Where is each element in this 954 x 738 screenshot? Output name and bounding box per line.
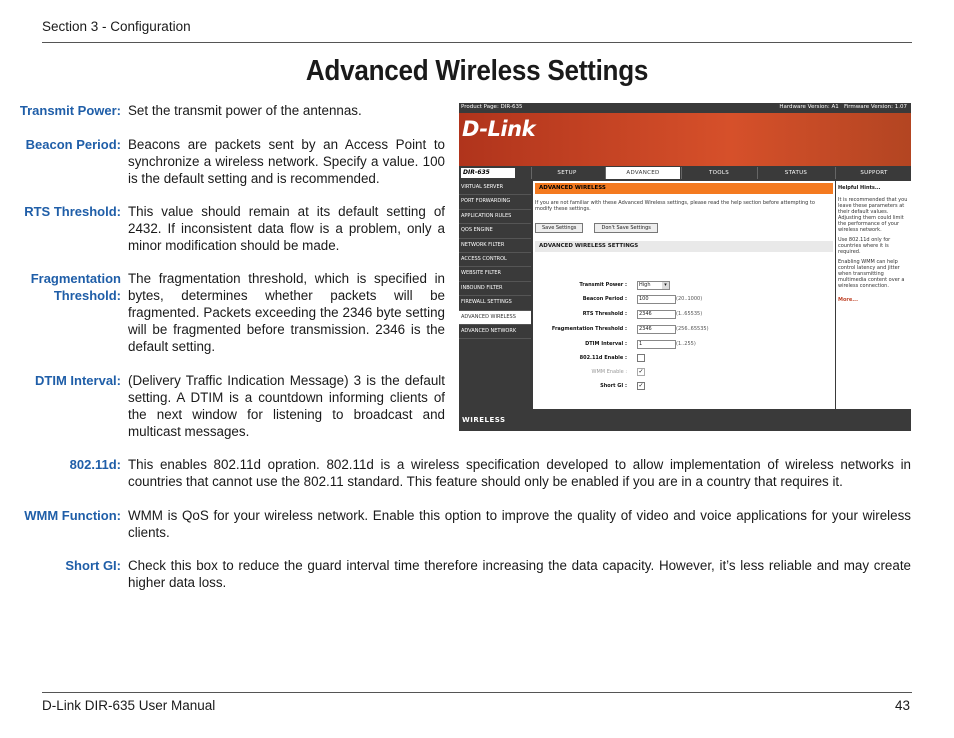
firmware-version: Firmware Version: 1.07 xyxy=(843,104,907,110)
row-transmit-power xyxy=(533,280,835,290)
row-short-gi xyxy=(533,381,835,391)
beacon-period-input[interactable]: 100 xyxy=(637,295,676,304)
desc-fragmentation-threshold: The fragmentation threshold, which is specified in bytes, determines whether packets will be fragmented. Packets exceeding the 2346 byte setting will be fragmented before transmission. 2346 is the default setting. xyxy=(128,271,445,354)
product-page-label: Product Page: DIR-635 xyxy=(461,104,523,110)
section-header: Section 3 - Configuration xyxy=(42,19,191,34)
tab-setup[interactable]: SETUP xyxy=(531,167,602,179)
menu-network-filter[interactable]: NETWORK FILTER xyxy=(459,239,531,253)
dtim-interval-input[interactable]: 1 xyxy=(637,340,676,349)
term-wmm-function: WMM Function: xyxy=(24,508,121,523)
wmm-enable-checkbox[interactable]: ✓ xyxy=(638,368,644,375)
desc-80211d: This enables 802.11d opration. 802.11d is a wireless specification developed to allow implementation of wireless networks in countries that cannot use the 802.11 standard. This feature should only be enabled if you are in a country that requires it. xyxy=(128,457,911,489)
desc-dtim-interval: (Delivery Traffic Indication Message) 3 is the default setting. A DTIM is a countdown informing clients of the next window for listening to broadcast and multicast messages. xyxy=(128,373,445,439)
label-80211d-enable: 802.11d Enable : xyxy=(579,355,627,361)
term-short-gi: Short GI: xyxy=(65,558,121,573)
desc-beacon-period: Beacons are packets sent by an Access Point to synchronize a wireless network. Specify a value. 100 is the default setting and is recommended. xyxy=(128,137,445,186)
row-rts-threshold xyxy=(533,309,835,319)
model-badge: DIR-635 xyxy=(461,168,515,178)
menu-advanced-network[interactable]: ADVANCED NETWORK xyxy=(459,325,531,339)
dlink-logo: D-Link xyxy=(462,117,536,141)
term-dtim-interval: DTIM Interval: xyxy=(35,373,121,388)
page-number: 43 xyxy=(894,698,910,713)
desc-rts-threshold: This value should remain at its default setting of 2432. If inconsistent data flow is a problem, only a minor modification should be made. xyxy=(128,204,445,253)
term-fragmentation-line1: Fragmentation xyxy=(30,271,121,286)
rts-threshold-hint: (1..65535) xyxy=(676,311,703,317)
row-frag-threshold xyxy=(533,324,835,334)
button-row xyxy=(533,214,835,233)
hint-2: Use 802.11d only for countries where it is required. xyxy=(838,237,891,255)
wireless-footer-label: WIRELESS xyxy=(459,409,911,431)
tab-support[interactable]: SUPPORT xyxy=(835,167,911,179)
intro-message: If you are not familiar with these Advanced Wireless settings, please read the help section before attempting to modify these settings. xyxy=(535,200,815,212)
menu-application-rules[interactable]: APPLICATION RULES xyxy=(459,210,531,224)
tab-status[interactable]: STATUS xyxy=(757,167,834,179)
term-fragmentation-threshold xyxy=(31,270,121,304)
router-top-bar xyxy=(459,103,911,113)
tab-tools[interactable]: TOOLS xyxy=(681,167,756,179)
label-short-gi: Short GI : xyxy=(600,383,627,389)
router-screenshot xyxy=(459,103,911,431)
row-wmm-enable xyxy=(533,367,835,377)
label-beacon-period: Beacon Period : xyxy=(582,296,627,302)
label-dtim-interval: DTIM Interval : xyxy=(585,341,627,347)
row-dtim-interval xyxy=(533,339,835,349)
hardware-version: Hardware Version: A1 xyxy=(779,104,839,110)
header-rule xyxy=(42,42,912,43)
term-transmit-power: Transmit Power: xyxy=(19,103,121,118)
manual-name: D-Link DIR-635 User Manual xyxy=(42,698,216,713)
page-title: Advanced Wireless Settings xyxy=(305,55,649,87)
label-wmm-enable: WMM Enable : xyxy=(591,369,627,375)
rts-threshold-input[interactable]: 2346 xyxy=(637,310,676,319)
menu-port-forwarding[interactable]: PORT FORWARDING xyxy=(459,195,531,209)
label-rts-threshold: RTS Threshold : xyxy=(582,311,627,317)
left-menu xyxy=(459,181,531,411)
menu-advanced-wireless[interactable]: ADVANCED WIRELESS xyxy=(459,311,531,325)
desc-wmm-function: WMM is QoS for your wireless network. Enable this option to improve the quality of video and voice applications for your wireless clients. xyxy=(128,508,911,540)
more-link[interactable]: More... xyxy=(838,297,858,303)
dtim-interval-hint: (1..255) xyxy=(676,341,696,347)
desc-transmit-power: Set the transmit power of the antennas. xyxy=(128,103,362,118)
term-fragmentation-line2: Threshold: xyxy=(53,288,121,303)
save-settings-button[interactable]: Save Settings xyxy=(535,223,583,233)
menu-virtual-server[interactable]: VIRTUAL SERVER xyxy=(459,181,531,195)
short-gi-checkbox[interactable]: ✓ xyxy=(638,382,644,389)
footer-rule xyxy=(42,692,912,693)
frag-threshold-hint: (256..65535) xyxy=(676,326,709,332)
label-frag-threshold: Fragmentation Threshold : xyxy=(551,326,627,332)
menu-qos-engine[interactable]: QOS ENGINE xyxy=(459,224,531,238)
frag-threshold-input[interactable]: 2346 xyxy=(637,325,676,334)
menu-access-control[interactable]: ACCESS CONTROL xyxy=(459,253,531,267)
version-info xyxy=(779,104,907,113)
dont-save-settings-button[interactable]: Don't Save Settings xyxy=(594,223,657,233)
chevron-down-icon: ▾ xyxy=(662,282,669,289)
beacon-period-hint: (20..1000) xyxy=(676,296,703,302)
helpful-hints-panel xyxy=(836,181,911,411)
term-beacon-period: Beacon Period: xyxy=(25,137,121,152)
term-rts-threshold: RTS Threshold: xyxy=(24,204,121,219)
section-advanced-wireless-settings: ADVANCED WIRELESS SETTINGS xyxy=(535,241,833,252)
transmit-power-value: High xyxy=(639,282,651,288)
term-80211d: 802.11d: xyxy=(69,457,121,472)
80211d-enable-checkbox[interactable] xyxy=(637,354,645,362)
hints-title: Helpful Hints... xyxy=(838,185,881,191)
transmit-power-select[interactable] xyxy=(637,281,670,290)
row-80211d-enable xyxy=(533,353,835,363)
menu-inbound-filter[interactable]: INBOUND FILTER xyxy=(459,282,531,296)
desc-short-gi: Check this box to reduce the guard interval time therefore increasing the data capacity. However, it’s less reliable and may create higher data loss. xyxy=(128,558,911,590)
row-beacon-period xyxy=(533,294,835,304)
main-panel xyxy=(533,181,835,409)
label-transmit-power: Transmit Power : xyxy=(579,282,627,288)
hint-1: It is recommended that you leave these parameters at their default values. Adjusting them could limit the performance of your wireless network. xyxy=(838,197,908,233)
menu-firewall-settings[interactable]: FIREWALL SETTINGS xyxy=(459,296,531,310)
hint-3: Enabling WMM can help control latency and jitter when transmitting multimedia content over a wireless connection. xyxy=(838,259,905,289)
menu-website-filter[interactable]: WEBSITE FILTER xyxy=(459,267,531,281)
section-advanced-wireless: ADVANCED WIRELESS xyxy=(535,183,833,194)
tab-advanced[interactable]: ADVANCED xyxy=(605,167,680,179)
